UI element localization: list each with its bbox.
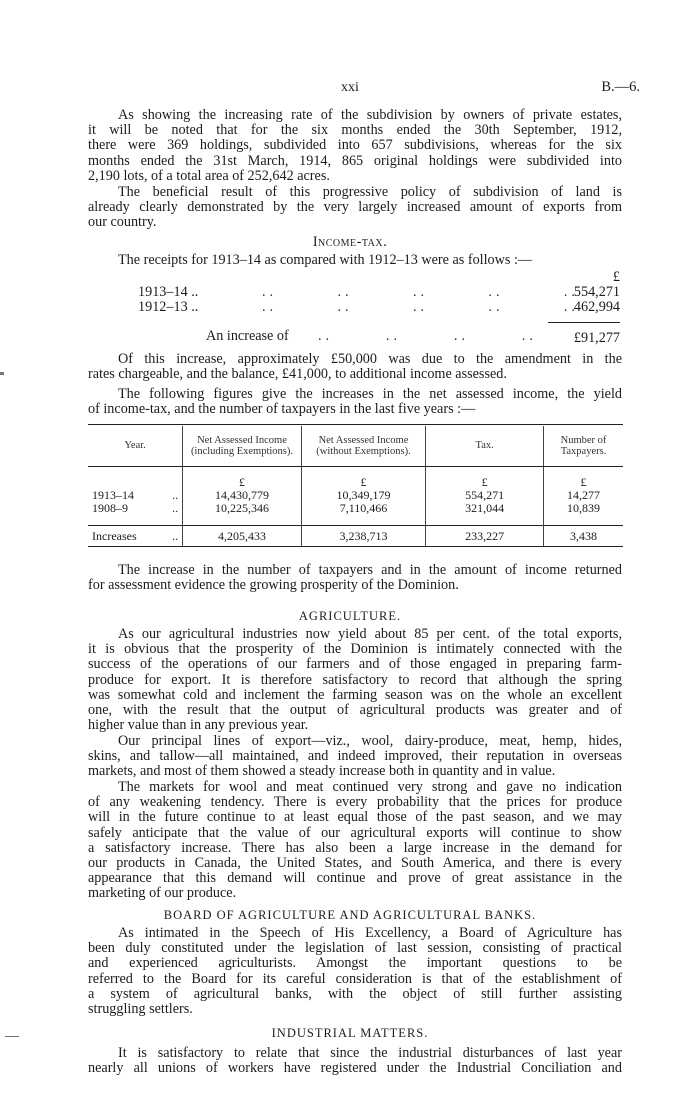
unit-label: £ xyxy=(544,467,623,490)
paragraph-taxpayer-increase xyxy=(88,563,622,593)
income-tax-intro: The receipts for 1913–14 as compared with 1912–13 were as follows :— xyxy=(118,252,533,268)
document-reference: B.—6. xyxy=(601,79,640,95)
unit-label: £ xyxy=(301,467,425,490)
cell-net-excl: 3,238,713 xyxy=(301,526,425,547)
text-line: safely anticipate that the value of our agricultural exports will continue to show xyxy=(88,824,622,841)
text-line: there were 369 holdings, subdivided into 657 subdivisions, whereas for the six xyxy=(88,137,622,154)
col-header-net-excl: Net Assessed Income (without Exemptions). xyxy=(301,426,425,467)
paragraph-following-figures xyxy=(88,387,622,417)
heading-industrial-matters: INDUSTRIAL MATTERS. xyxy=(271,1026,429,1040)
cell-net-incl: 4,205,433 xyxy=(183,526,302,547)
margin-mark xyxy=(5,1036,19,1037)
cell-tax: 321,044 xyxy=(426,502,544,526)
paragraph-board xyxy=(88,926,622,1017)
cell-net-incl: 14,430,779 xyxy=(183,489,302,502)
text-line: rates chargeable, and the balance, £41,000, to additional income assessed. xyxy=(88,366,507,383)
text-line: 2,190 lots, of a total area of 252,642 acres. xyxy=(88,167,330,184)
col-header-net-incl: Net Assessed Income (including Exemptions). xyxy=(183,426,302,467)
text-line: referred to the Board for its careful consideration is that of the establishment of xyxy=(88,970,622,987)
heading-income-tax: Income-tax. xyxy=(312,234,388,250)
heading-agriculture: AGRICULTURE. xyxy=(298,609,402,623)
table-header-row xyxy=(88,426,623,467)
text-line: one, with the result that the output of agricultural products was greater and of xyxy=(88,702,622,719)
text-line: Of this increase, approximately £50,000 was due to the amendment in the xyxy=(118,351,622,367)
paragraph-agriculture-3 xyxy=(88,780,622,902)
leader-dots: .. .. .. .. .. xyxy=(262,284,579,300)
paragraph-subdivision xyxy=(88,108,622,184)
cell-taxpayers: 3,438 xyxy=(544,526,623,547)
col-header-taxpayers: Number of Taxpayers. xyxy=(544,426,623,467)
text-line: our products in Canada, the United States, and South America, and there is every xyxy=(88,855,622,872)
text-line: higher value than in any previous year. xyxy=(88,717,309,734)
leader-dots: .. .. .. .. .. xyxy=(262,299,579,315)
cell-year: 1908–9 .. xyxy=(92,501,179,515)
text-line: and experienced agriculturists. Amongst the important questions to be xyxy=(88,955,622,972)
table-row xyxy=(88,502,623,526)
income-tax-table xyxy=(88,426,623,547)
cell-tax: 554,271 xyxy=(426,489,544,502)
receipts-amount: 462,994 xyxy=(573,299,620,315)
receipts-year-label: 1913–14 .. xyxy=(138,284,199,300)
text-line: The increase in the number of taxpayers and in the amount of income returned xyxy=(118,562,622,578)
text-line: for assessment evidence the growing prosperity of the Dominion. xyxy=(88,577,459,594)
cell-net-excl: 10,349,179 xyxy=(301,489,425,502)
table-top-rule xyxy=(88,424,623,425)
paragraph-beneficial-result xyxy=(88,185,622,231)
text-line: was somewhat cold and inclement the farming season was on the whole an excellent xyxy=(88,686,622,703)
text-line: already clearly demonstrated by the very largely increased amount of exports from xyxy=(88,199,622,216)
leader-dots: .. .. .. .. xyxy=(318,328,537,344)
paragraph-industrial xyxy=(88,1046,622,1076)
margin-mark xyxy=(0,372,4,375)
text-line: our country. xyxy=(88,214,157,231)
increase-label: An increase of xyxy=(206,328,289,344)
text-line: struggling settlers. xyxy=(88,1001,193,1018)
text-line: it will be noted that for the six months ended the 30th September, 1912, xyxy=(88,122,622,139)
text-line: been duly constituted under the legislation of last session, consisting of practical xyxy=(88,940,622,957)
cell-year: 1913–14 .. xyxy=(92,488,179,502)
cell-taxpayers: 14,277 xyxy=(544,489,623,502)
text-line: markets, and most of them showed a steady increase both in quantity and in value. xyxy=(88,763,556,780)
paragraph-agriculture-2 xyxy=(88,734,622,780)
text-line: a satisfactory increase. There has also been a large increase in the demand for xyxy=(88,839,622,856)
table-row-increases xyxy=(88,526,623,547)
text-line: months ended the 31st March, 1914, 865 original holdings were subdivided into xyxy=(88,152,622,169)
cell-net-incl: 10,225,346 xyxy=(183,502,302,526)
cell-net-excl: 7,110,466 xyxy=(301,502,425,526)
text-line: The markets for wool and meat continued very strong and gave no indication xyxy=(118,779,622,795)
paragraph-agriculture-1 xyxy=(88,627,622,733)
text-line: will in the future continue to at least equal those of the past season, and we may xyxy=(88,809,622,826)
sum-rule xyxy=(548,322,620,323)
text-line: The beneficial result of this progressive policy of subdivision of land is xyxy=(118,184,622,200)
increase-amount: £91,277 xyxy=(573,330,620,346)
text-line: nearly all unions of workers have registered under the Industrial Conciliation and xyxy=(88,1060,622,1077)
col-header-year: Year. xyxy=(88,426,183,467)
receipts-year-label: 1912–13 .. xyxy=(138,299,199,315)
text-line: The following figures give the increases in the net assessed income, the yield xyxy=(118,386,622,402)
text-line: produce for export. It is therefore satisfactory to record that although the spring xyxy=(88,671,622,688)
text-line: a system of agricultural banks, with the object of still further assisting xyxy=(88,985,622,1002)
unit-label: £ xyxy=(426,467,544,490)
text-line: It is satisfactory to relate that since the industrial disturbances of last year xyxy=(118,1045,622,1061)
paragraph-increase-detail xyxy=(88,352,622,382)
text-line: marketing of our produce. xyxy=(88,885,237,902)
unit-row xyxy=(88,467,623,490)
text-line: of any weakening tendency. There is every probability that the prices for produce xyxy=(88,794,622,811)
text-line: Our principal lines of export—viz., wool, dairy-produce, meat, hemp, hides, xyxy=(118,733,622,749)
unit-label: £ xyxy=(183,467,302,490)
cell-tax: 233,227 xyxy=(426,526,544,547)
heading-board-of-agriculture: BOARD OF AGRICULTURE AND AGRICULTURAL BANKS. xyxy=(163,908,537,922)
text-line: appearance that this demand will continue and prove of great assistance in the xyxy=(88,870,622,887)
text-line: As our agricultural industries now yield about 85 per cent. of the total exports, xyxy=(118,626,622,642)
cell-taxpayers: 10,839 xyxy=(544,502,623,526)
text-line: As showing the increasing rate of the subdivision by owners of private estates, xyxy=(118,107,622,123)
col-header-tax: Tax. xyxy=(426,426,544,467)
text-line: of income-tax, and the number of taxpayers in the last five years :— xyxy=(88,401,476,418)
text-line: As intimated in the Speech of His Excellency, a Board of Agriculture has xyxy=(118,925,622,941)
text-line: success of the operations of our farmers and of those engaged in preparing farm- xyxy=(88,656,622,673)
page-number: xxi xyxy=(341,80,359,95)
cell-increases-label: Increases .. xyxy=(88,526,183,547)
receipts-amount: 554,271 xyxy=(573,284,620,300)
text-line: skins, and tallow—all maintained, and indeed improved, their reputation in overseas xyxy=(88,748,622,765)
currency-symbol: £ xyxy=(612,269,620,285)
text-line: it is obvious that the prosperity of the Dominion is intimately connected with the xyxy=(88,641,622,658)
